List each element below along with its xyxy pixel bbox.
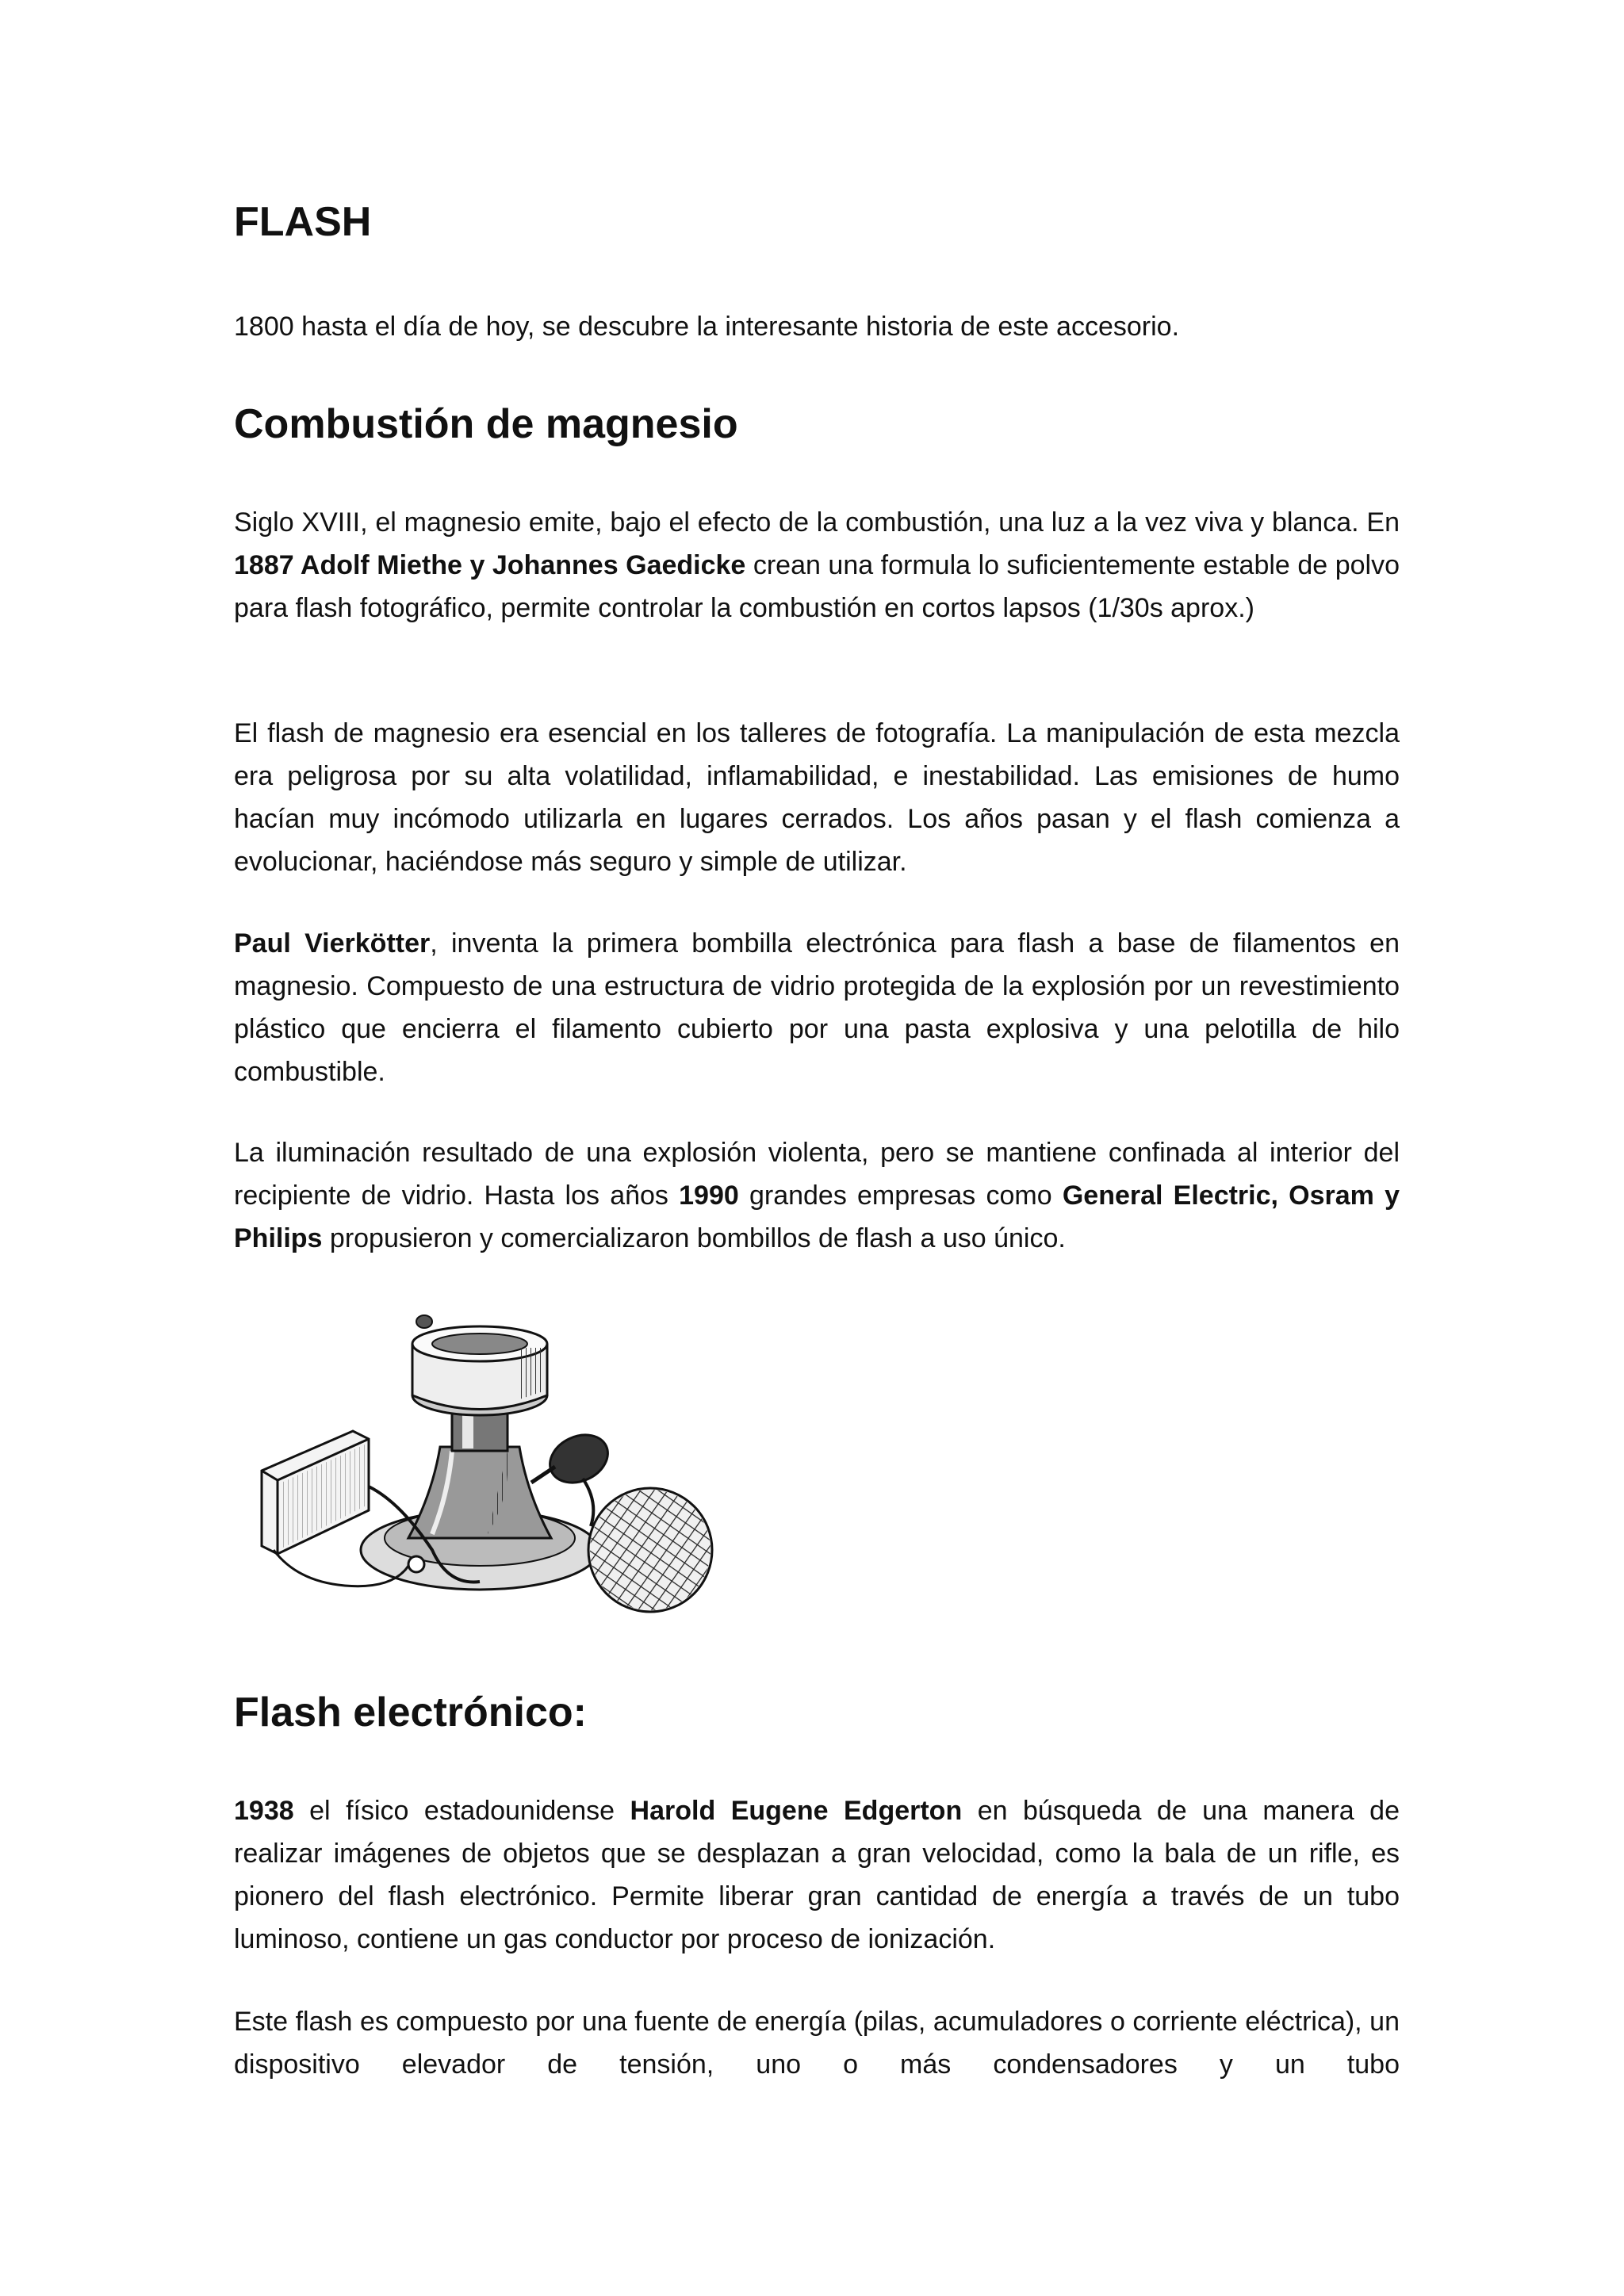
battery-box: [262, 1431, 369, 1554]
section-heading-electronic: Flash electrónico:: [234, 1689, 587, 1735]
paragraph-electronic-2: Este flash es compuesto por una fuente de energía (pilas, acumuladores o corriente eléctrica), un dispositivo elevador de tensión, uno o más condensadores y un tubo: [234, 2007, 1400, 2080]
net-ball: [588, 1488, 712, 1612]
paragraph-combustion-1: Siglo XVIII, el magnesio emite, bajo el efecto de la combustión, una luz a la vez viva y blanca. En 1887 Adolf Miethe y Johannes Gaedicke crean una formula lo suficientemente estable de polvo para flash fotográfico, permite controlar la combustión en cortos lapsos (1/30s aprox.): [234, 507, 1400, 623]
paragraph-combustion-3: Paul Vierkötter, inventa la primera bombilla electrónica para flash a base de filamentos en magnesio. Compuesto de una estructura de vidrio protegida de la explosión por un revestimiento plástico que encierra el filamento cubierto por una pasta explosiva y una pelotilla de hilo combustible.: [234, 928, 1400, 1087]
paragraph-combustion-4: La iluminación resultado de una explosión violenta, pero se mantiene confinada al interior del recipiente de vidrio. Hasta los años 1990 grandes empresas como General Electric, Osram y Philips propusieron y comercializaron bombillos de flash a uso único.: [234, 1138, 1400, 1253]
section-heading-combustion: Combustión de magnesio: [234, 401, 738, 447]
magnesium-flash-lamp-illustration: [250, 1312, 757, 1629]
lamp-cup: [412, 1315, 547, 1415]
intro-paragraph: 1800 hasta el día de hoy, se descubre la interesante historia de este accesorio.: [234, 312, 1180, 342]
paragraph-combustion-2: El flash de magnesio era esencial en los talleres de fotografía. La manipulación de esta mezcla era peligrosa por su alta volatilidad, inflamabilidad, e inestabilidad. Las emisiones de humo hacían muy incómodo utilizarla en lugares cerrados. Los años pasan y el flash comienza a evolucionar, haciéndose más seguro y simple de utilizar.: [234, 718, 1400, 877]
document-title: FLASH: [234, 199, 372, 245]
paragraph-electronic-1: 1938 el físico estadounidense Harold Eugene Edgerton en búsqueda de una manera de realizar imágenes de objetos que se desplazan a gran velocidad, como la bala de un rifle, es pionero del flash electrónico. Permite liberar gran cantidad de energía a través de un tubo luminoso, contiene un gas conductor por proceso de ionización.: [234, 1796, 1400, 1954]
flash-lamp-icon: [250, 1312, 757, 1629]
